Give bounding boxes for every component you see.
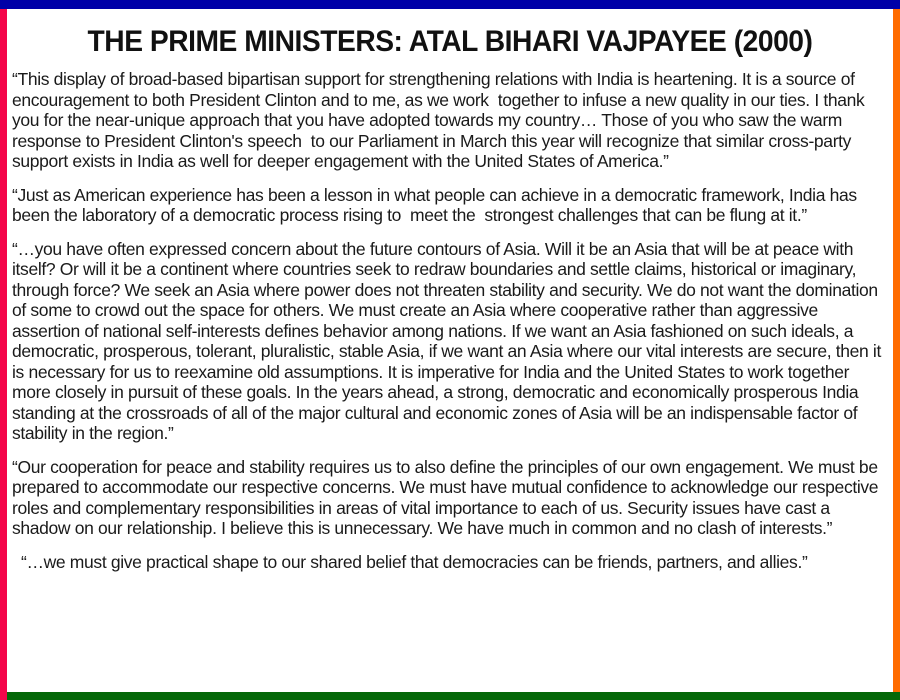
frame-bar-top bbox=[0, 0, 900, 9]
quote-paragraph-3: “…you have often expressed concern about the future contours of Asia. Will it be an Asia that will be at peace with itself? Or will it be a continent where countries seek to redraw boundaries and settle claims, historical or imaginary, through force? We seek an Asia where power does not threaten stability and security. We do not want the domination of some to crowd out the space for others. We must create an Asia where cooperative rather than aggressive assertion of national self-interests defines behavior among nations. If we want an Asia fashioned on such ideals, a democratic, prosperous, tolerant, pluralistic, stable Asia, if we want an Asia where our vital interests are secure, then it is necessary for us to reexamine old assumptions. It is imperative for India and the United States to work together more closely in pursuit of these goals. In the years ahead, a strong, democratic and economically prosperous India standing at the crossroads of all of the major cultural and economic zones of Asia will be an indispensable factor of stability in the region.” bbox=[12, 238, 886, 443]
frame-bar-left bbox=[0, 9, 7, 700]
frame-bar-right bbox=[893, 9, 900, 692]
quote-paragraph-1: “This display of broad-based bipartisan support for strengthening relations with India is heartening. It is a source of encouragement to both President Clinton and to me, as we work together to infuse a new quality in our ties. I thank you for the near-unique approach that you have adopted towards my country… Those of you who saw the warm response to President Clinton's speech to our Parliament in March this year will recognize that similar cross-party support exists in India as well for deeper engagement with the United States of America.” bbox=[12, 69, 869, 171]
quote-paragraph-4: “Our cooperation for peace and stability requires us to also define the principles of our own engagement. We must be prepared to accommodate our respective concerns. We must have mutual confidence to acknowledge our respective roles and complementary responsibilities in areas of vital importance to each of us. Security issues have cast a shadow on our relationship. I believe this is unnecessary. We have much in common and no clash of interests.” bbox=[12, 456, 883, 538]
quote-paragraph-5: “…we must give practical shape to our shared belief that democracies can be friends, partners, and allies.” bbox=[21, 551, 808, 572]
page-title: THE PRIME MINISTERS: ATAL BIHARI VAJPAYEE (2000) bbox=[87, 25, 813, 58]
frame-bar-bottom bbox=[7, 692, 900, 700]
slide-content bbox=[7, 9, 893, 692]
quote-paragraph-2: “Just as American experience has been a lesson in what people can achieve in a democratic framework, India has been the laboratory of a democratic process rising to meet the strongest challenges that can be flung at it.” bbox=[12, 184, 862, 225]
